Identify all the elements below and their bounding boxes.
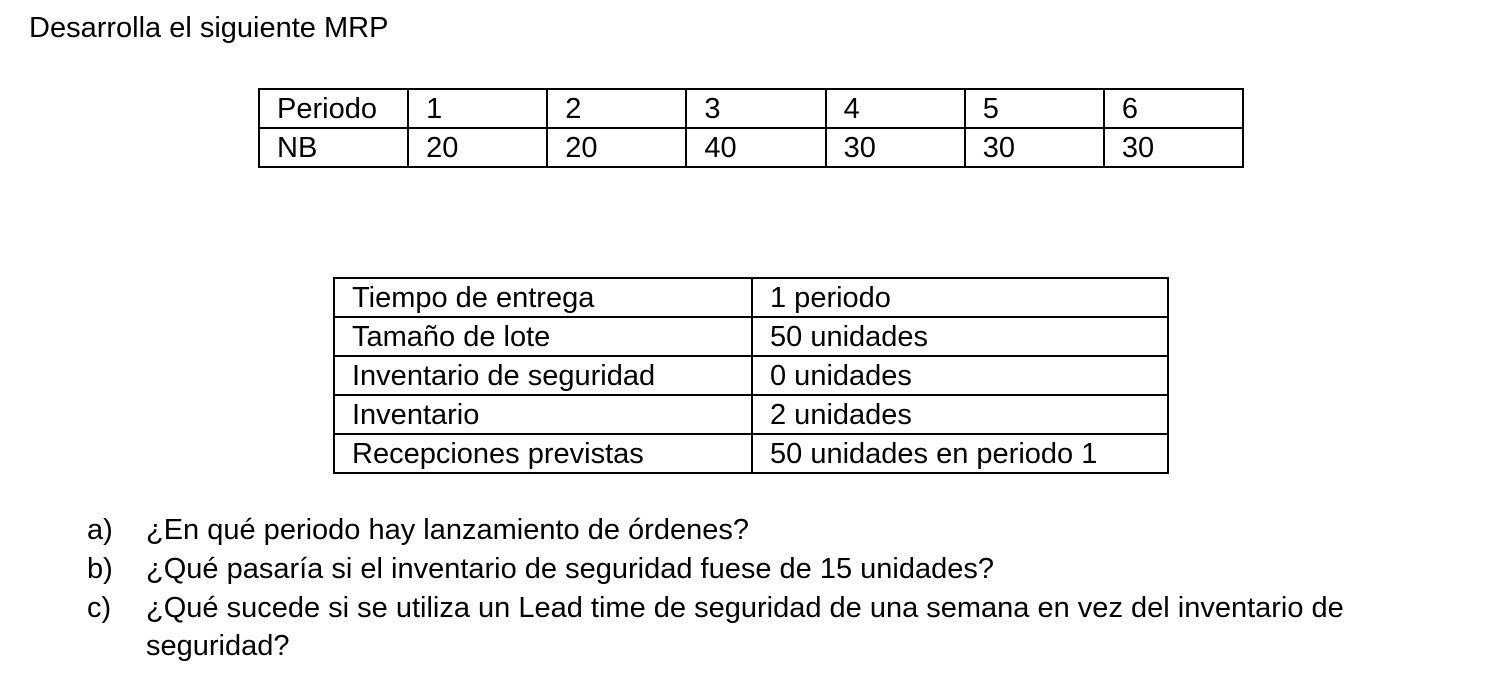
nb-value-cell: 30 <box>965 128 1104 167</box>
period-cell: 4 <box>826 89 965 128</box>
question-text: ¿Qué pasaría si el inventario de seguridad fuese de 15 unidades? <box>146 553 995 585</box>
nb-header-cell: NB <box>259 128 408 167</box>
param-value-cell: 0 unidades <box>752 356 1168 395</box>
gross-requirements-table <box>258 88 1244 168</box>
nb-value-cell: 20 <box>547 128 686 167</box>
param-label-cell: Recepciones previstas <box>334 434 752 473</box>
period-cell: 1 <box>408 89 547 128</box>
period-cell: 2 <box>547 89 686 128</box>
table-row <box>334 317 1168 356</box>
period-header-cell: Periodo <box>259 89 408 128</box>
param-value-cell: 50 unidades en periodo 1 <box>752 434 1168 473</box>
table-row <box>334 278 1168 317</box>
nb-value-cell: 30 <box>1104 128 1243 167</box>
param-label-cell: Inventario <box>334 395 752 434</box>
table-row-nb <box>259 128 1243 167</box>
page-title: Desarrolla el siguiente MRP <box>29 12 389 44</box>
period-cell: 3 <box>686 89 825 128</box>
table-row-periods <box>259 89 1243 128</box>
question-letter: b) <box>87 553 113 585</box>
nb-value-cell: 30 <box>826 128 965 167</box>
param-value-cell: 2 unidades <box>752 395 1168 434</box>
table-row <box>334 434 1168 473</box>
question-letter: c) <box>87 592 112 624</box>
period-cell: 5 <box>965 89 1104 128</box>
question-text: ¿Qué sucede si se utiliza un Lead time de seguridad de una semana en vez del inventario de seguridad? <box>146 592 1344 662</box>
param-value-cell: 50 unidades <box>752 317 1168 356</box>
nb-value-cell: 20 <box>408 128 547 167</box>
parameters-table <box>333 277 1169 474</box>
param-label-cell: Tiempo de entrega <box>334 278 752 317</box>
param-label-cell: Inventario de seguridad <box>334 356 752 395</box>
table-row <box>334 356 1168 395</box>
param-value-cell: 1 periodo <box>752 278 1168 317</box>
period-cell: 6 <box>1104 89 1243 128</box>
question-text: ¿En qué periodo hay lanzamiento de órdenes? <box>146 514 749 546</box>
question-letter: a) <box>87 514 113 546</box>
table-row <box>334 395 1168 434</box>
nb-value-cell: 40 <box>686 128 825 167</box>
param-label-cell: Tamaño de lote <box>334 317 752 356</box>
